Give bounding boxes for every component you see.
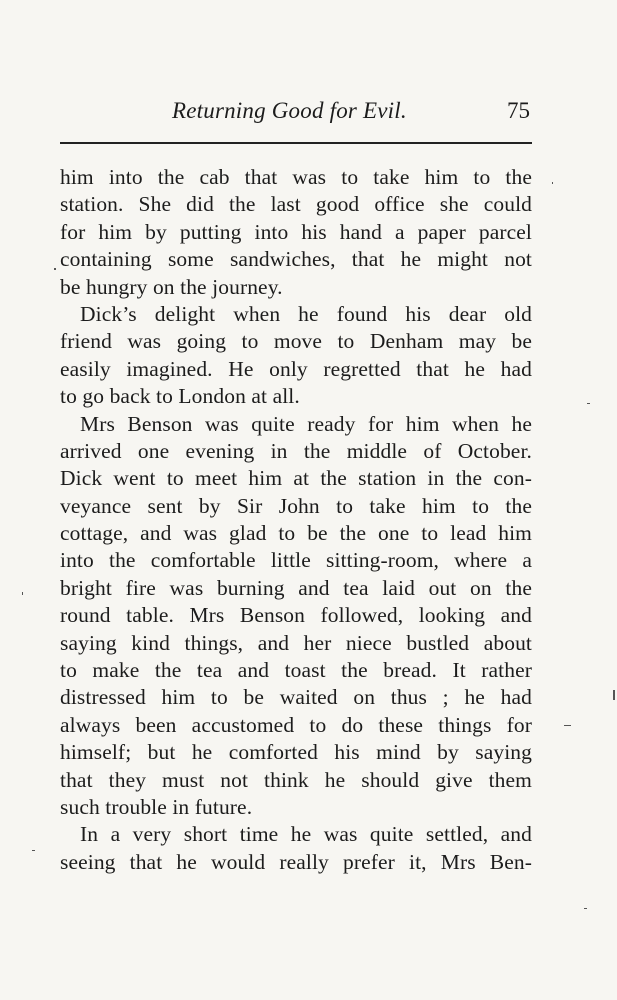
text-line: distressed him to be waited on thus ; he had <box>60 685 532 710</box>
text-line: saying kind things, and her niece bustled about <box>60 630 532 655</box>
scan-speck <box>552 182 553 184</box>
scan-speck <box>584 908 587 909</box>
text-line: easily imagined. He only regretted that he had <box>60 356 532 381</box>
text-line: Dick’s delight when he found his dear old <box>80 301 532 326</box>
text-line: himself; but he comforted his mind by saying <box>60 740 532 765</box>
text-line: veyance sent by Sir John to take him to the <box>60 493 532 518</box>
text-line: be hungry on the journey. <box>60 274 283 299</box>
scan-speck <box>32 850 35 851</box>
scan-speck <box>54 268 56 270</box>
text-line: round table. Mrs Benson followed, looking and <box>60 603 532 628</box>
scan-speck <box>587 403 590 404</box>
text-line: that they must not think he should give them <box>60 767 532 792</box>
scan-speck <box>564 725 571 726</box>
text-line: Mrs Benson was quite ready for him when he <box>80 411 532 436</box>
page-header <box>60 98 532 132</box>
text-line: for him by putting into his hand a paper parcel <box>60 219 532 244</box>
text-line: seeing that he would really prefer it, Mrs Ben- <box>60 849 532 874</box>
text-line: to make the tea and toast the bread. It rather <box>60 658 532 683</box>
text-line: to go back to London at all. <box>60 384 300 409</box>
text-line: such trouble in future. <box>60 794 253 819</box>
scan-speck <box>613 690 615 700</box>
text-line: him into the cab that was to take him to the <box>60 165 532 189</box>
text-line: always been accustomed to do these things for <box>60 712 532 737</box>
text-line: In a very short time he was quite settled, and <box>80 822 532 847</box>
page-number: 75 <box>507 98 530 123</box>
text-line: station. She did the last good office she could <box>60 192 532 217</box>
scan-speck <box>22 592 23 595</box>
running-title: Returning Good for Evil. <box>172 98 407 123</box>
header-rule <box>60 142 532 144</box>
text-line: arrived one evening in the middle of October. <box>60 438 532 463</box>
text-line: bright fire was burning and tea laid out on the <box>60 575 532 600</box>
body-text <box>60 164 532 876</box>
text-line: Dick went to meet him at the station in the con- <box>60 466 532 491</box>
text-line: friend was going to move to Denham may be <box>60 329 532 354</box>
text-line: into the comfortable little sitting-room, where a <box>60 548 532 573</box>
text-line: cottage, and was glad to be the one to lead him <box>60 521 532 546</box>
text-line: containing some sandwiches, that he might not <box>60 247 532 272</box>
